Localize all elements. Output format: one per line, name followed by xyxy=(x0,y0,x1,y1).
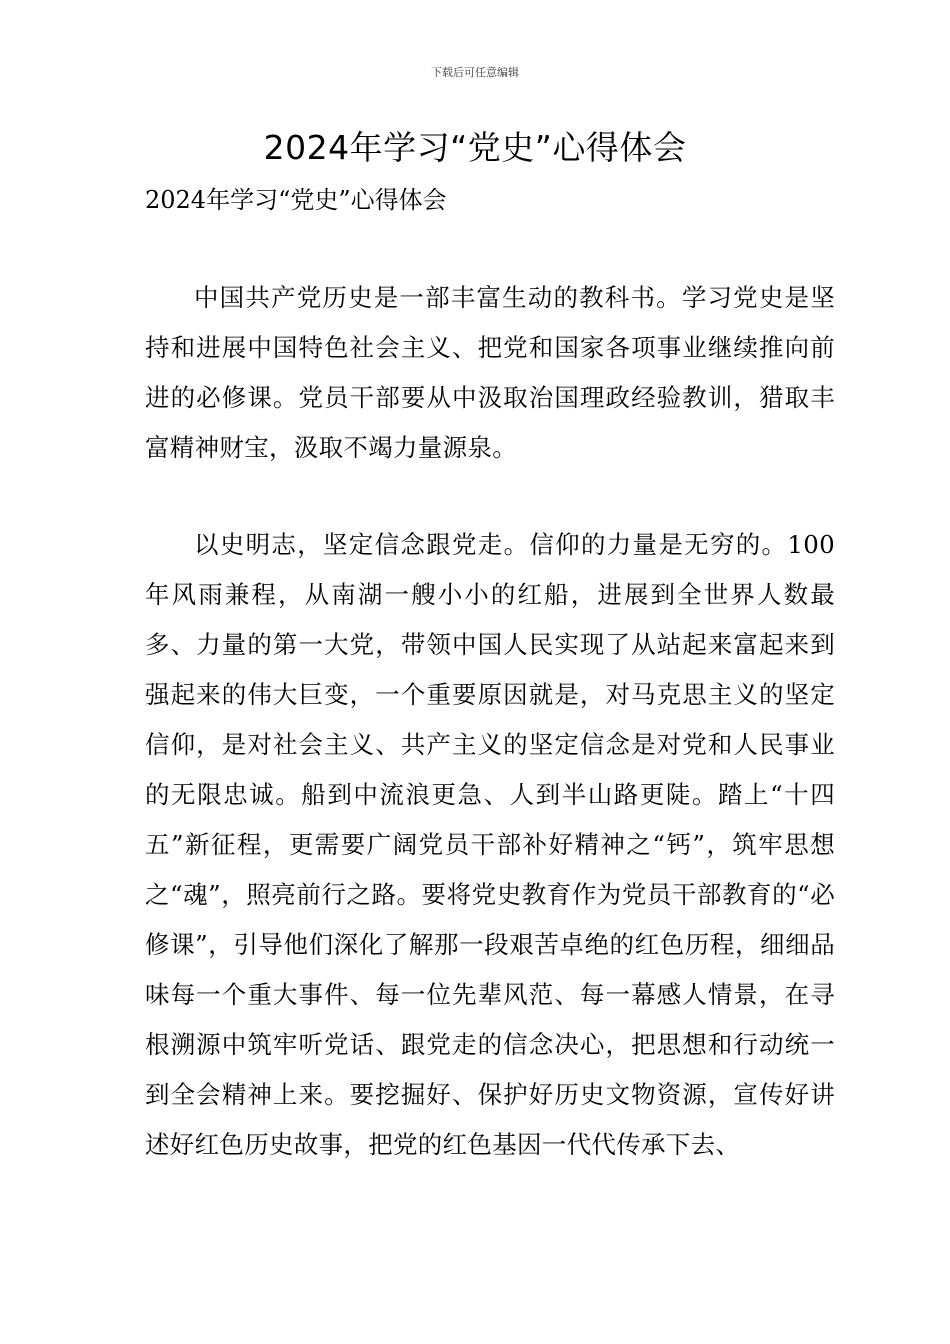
body-paragraph-1: 中国共产党历史是一部丰富生动的教科书。学习党史是坚持和进展中国特色社会主义、把党和国家各项事业继续推向前进的必修课。党员干部要从中汲取治国理政经验教训，猎取丰富精神财宝，汲取不竭力量源泉。 xyxy=(145,283,835,462)
header-note: 下载后可任意编辑 xyxy=(431,66,519,79)
document-subtitle: 2024年学习“党史”心得体会 xyxy=(145,186,447,214)
page-title: 2024年学习“党史”心得体会 xyxy=(263,128,687,167)
body-paragraph-2: 以史明志，坚定信念跟党走。信仰的力量是无穷的。100年风雨兼程，从南湖一艘小小的红船，进展到全世界人数最多、力量的第一大党，带领中国人民实现了从站起来富起来到强起来的伟大巨变，一个重要原因就是，对马克思主义的坚定信仰，是对社会主义、共产主义的坚定信念是对党和人民事业的无限忠诚。船到中流浪更急、人到半山路更陡。踏上“十四五”新征程，更需要广阔党员干部补好精神之“钙”，筑牢思想之“魂”，照亮前行之路。要将党史教育作为党员干部教育的“必修课”，引导他们深化了解那一段艰苦卓绝的红色历程，细细品味每一个重大事件、每一位先辈风范、每一幕感人情景，在寻根溯源中筑牢听党话、跟党走的信念决心，把思想和行动统一到全会精神上来。要挖掘好、保护好历史文物资源，宣传好讲述好红色历史故事，把党的红色基因一代代传承下去、 xyxy=(145,530,835,1159)
